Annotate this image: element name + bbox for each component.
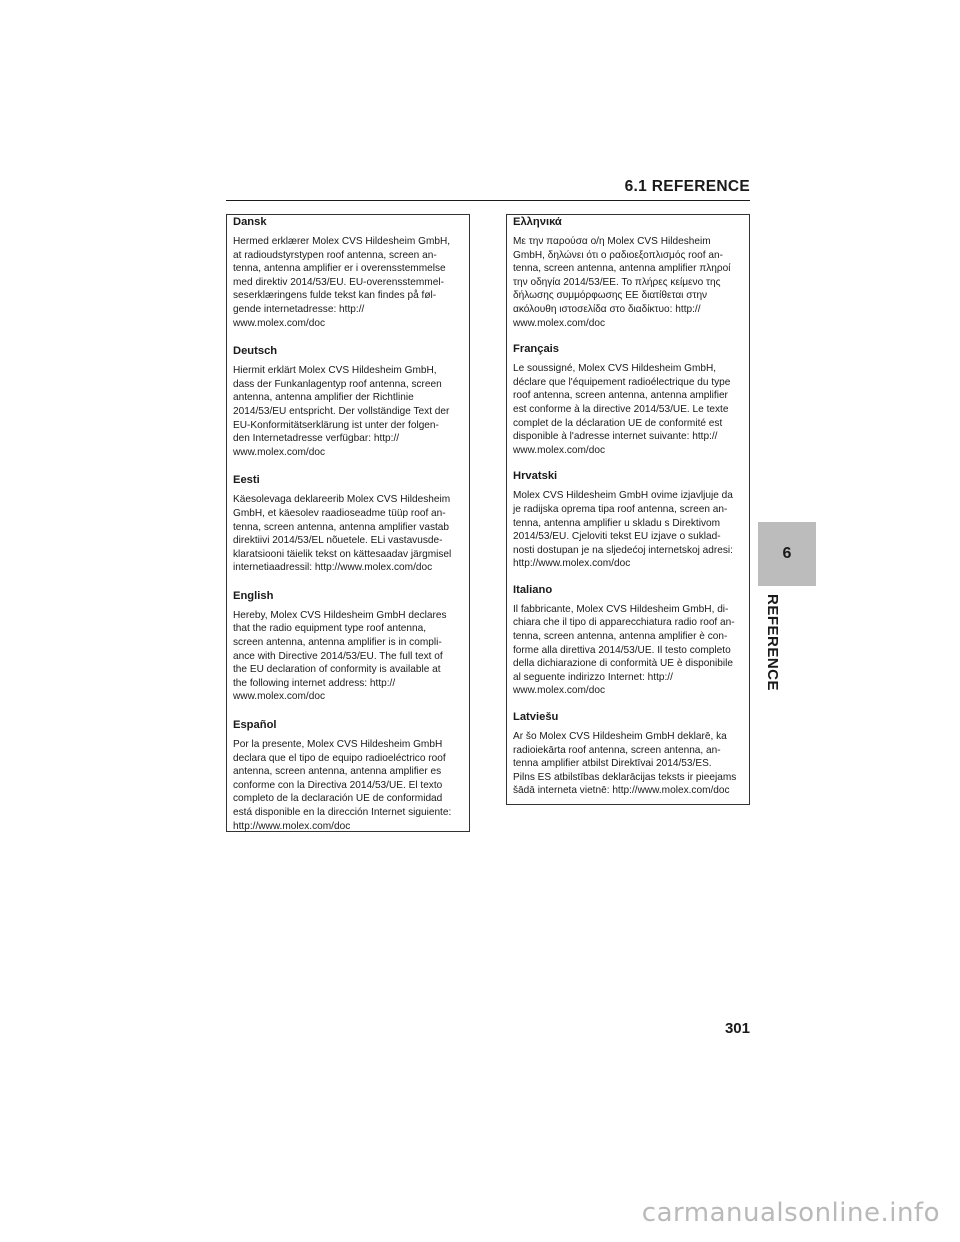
section-body: Molex CVS Hildesheim GmbH ovime izjavljuje da je radijska oprema tipa roof antenna, screen an- tenna, antenna amplifier u skladu s Direktivom 2014/53/EU. Cjeloviti tekst EU izjave o suklad- nosti dostupan je na sljedećoj internetskoj adresi: http://www.molex.com/doc	[513, 490, 733, 570]
section-body: Por la presente, Molex CVS Hildesheim GmbH declara que el tipo de equipo radioeléctrico roof antenna, screen antenna, antenna amplifier es conforme con la Directiva 2014/53/UE. El texto completo de la declaración UE de conformidad está disponible en la dirección Internet siguiente: http://www.molex.com/doc	[233, 739, 452, 832]
left-declaration-box	[226, 214, 470, 832]
section-heading: English	[233, 589, 274, 602]
language-section-hrvatski	[513, 469, 743, 571]
section-heading: Français	[513, 343, 560, 356]
page-number: 301	[724, 1020, 750, 1037]
language-section-english	[233, 589, 463, 704]
section-heading: Dansk	[233, 216, 267, 228]
header-rule	[226, 200, 750, 201]
section-heading: Deutsch	[233, 345, 278, 358]
language-section-espanol	[233, 718, 463, 833]
section-heading: Eesti	[233, 474, 260, 487]
section-heading: Ελληνικά	[513, 216, 562, 228]
chapter-tab-label: REFERENCE	[764, 594, 781, 692]
section-body: Ar šo Molex CVS Hildesheim GmbH deklarē, ka radioiekārta roof antenna, screen antenna, an- tenna amplifier atbilst Direktīvai 2014/53/ES. Pilns ES atbilstības deklarācijas teksts ir pieejams šādā interneta vietnē: http://www.molex.com/doc	[513, 731, 737, 797]
right-declaration-box	[506, 214, 750, 805]
section-heading: Italiano	[513, 583, 553, 596]
section-body: Käesolevaga deklareerib Molex CVS Hildesheim GmbH, et käesolev raadioseadme tüüp roof an- tenna, screen antenna, antenna amplifier vastab direktiivi 2014/53/EL nõuetele. ELi vastavusde- klaratsiooni täielik tekst on kättesaadav järgmisel internetiaadressil: http://www.molex.com/doc	[233, 494, 452, 574]
chapter-tab-number: 6	[782, 545, 792, 562]
language-section-eesti	[233, 473, 463, 575]
section-header-title: 6.1 REFERENCE	[624, 178, 750, 195]
language-section-francais	[513, 342, 743, 457]
language-section-ellinika	[513, 215, 743, 330]
section-body: Il fabbricante, Molex CVS Hildesheim GmbH, di- chiara che il tipo di apparecchiatura radio roof an- tenna, screen antenna, antenna amplifier è con- forme alla direttiva 2014/53/UE. Il testo completo della dichiarazione di conformità UE è disponibile al seguente indirizzo Internet: http:// www.molex.com/doc	[513, 603, 735, 697]
section-body: Hermed erklærer Molex CVS Hildesheim GmbH, at radioudstyrstypen roof antenna, screen an- tenna, antenna amplifier er i overensstemmelse med direktiv 2014/53/EU. EU-overensstemmel- seserklæringens fulde tekst kan findes på føl- gende internetadresse: http:// www.molex.com/doc	[233, 236, 451, 329]
watermark-logo: carmanualsonline.info	[641, 1198, 940, 1228]
language-section-latviesu	[513, 710, 743, 798]
section-body: Hereby, Molex CVS Hildesheim GmbH declares that the radio equipment type roof antenna, screen antenna, antenna amplifier is in compli- ance with Directive 2014/53/EU. The full text of the EU declaration of conformity is available at the following internet address: http:// www.molex.com/doc	[233, 609, 447, 703]
section-body: Hiermit erklärt Molex CVS Hildesheim GmbH, dass der Funkanlagentyp roof antenna, screen antenna, antenna amplifier der Richtlinie 2014/53/EU entspricht. Der vollständige Text der EU-Konformitätserklärung ist unter der folgen- den Internetadresse verfügbar: http:// www.molex.com/doc	[233, 365, 450, 458]
language-section-deutsch	[233, 344, 463, 459]
section-heading: Latviešu	[513, 711, 559, 724]
language-section-italiano	[513, 583, 743, 698]
section-heading: Hrvatski	[513, 470, 558, 483]
chapter-tab	[758, 522, 816, 586]
section-body: Le soussigné, Molex CVS Hildesheim GmbH, déclare que l'équipement radioélectrique du type roof antenna, screen antenna, antenna amplifier est conforme à la directive 2014/53/UE. Le texte complet de la déclaration UE de conformité est disponible à l'adresse internet suivante: http:// www.molex.com/doc	[513, 363, 731, 456]
section-heading: Español	[233, 719, 277, 732]
language-section-dansk	[233, 215, 463, 330]
section-body: Με την παρούσα ο/η Molex CVS Hildesheim GmbH, δηλώνει ότι ο ραδιοεξοπλισμός roof an- tenna, screen antenna, antenna amplifier πληροί την οδηγία 2014/53/ΕΕ. Το πλήρες κείμενο της δήλωσης συμμόρφωσης ΕΕ διατίθεται στην ακόλουθη ιστοσελίδα στο διαδίκτυο: http:// www.molex.com/doc	[513, 236, 731, 329]
